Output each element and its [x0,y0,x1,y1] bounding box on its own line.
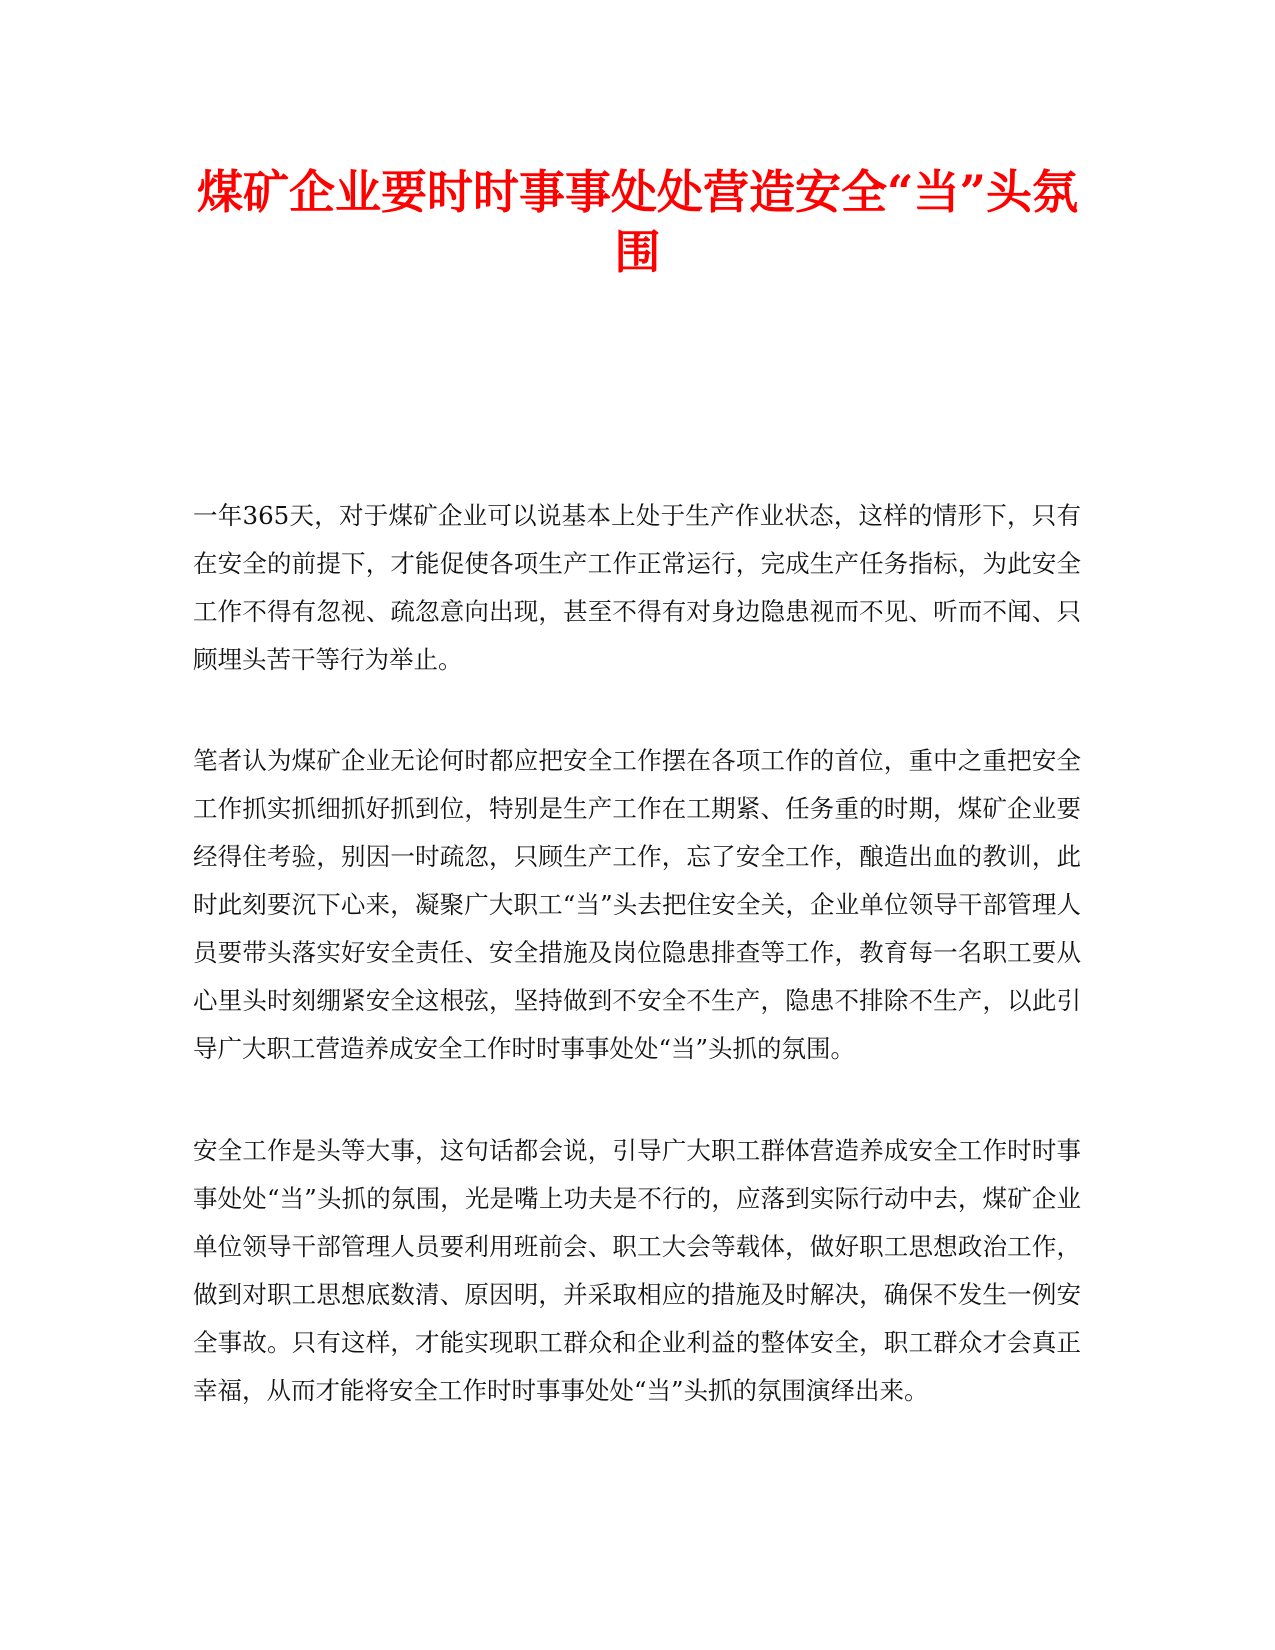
paragraph-1: 一年365天，对于煤矿企业可以说基本上处于生产作业状态，这样的情形下，只有在安全的前提下，才能促使各项生产工作正常运行，完成生产任务指标，为此安全工作不得有忽视、疏忽意向出现，甚至不得有对身边隐患视而不见、听而不闻、只顾埋头苦干等行为举止。 [193,501,1081,674]
paragraph-2: 笔者认为煤矿企业无论何时都应把安全工作摆在各项工作的首位，重中之重把安全工作抓实抓细抓好抓到位，特别是生产工作在工期紧、任务重的时期，煤矿企业要经得住考验，别因一时疏忽，只顾生产工作，忘了安全工作，酿造出血的教训，此时此刻要沉下心来，凝聚广大职工“当”头去把住安全关，企业单位领导干部管理人员要带头落实好安全责任、安全措施及岗位隐患排查等工作，教育每一名职工要从心里头时刻绷紧安全这根弦，坚持做到不安全不生产，隐患不排除不生产，以此引导广大职工营造养成安全工作时时事事处处“当”头抓的氛围。 [193,746,1081,1063]
document-title: 煤矿企业要时时事事处处营造安全“当”头氛围 [197,165,1078,279]
paragraph-3: 安全工作是头等大事，这句话都会说，引导广大职工群体营造养成安全工作时时事事处处“当”头抓的氛围，光是嘴上功夫是不行的，应落到实际行动中去，煤矿企业单位领导干部管理人员要利用班前会、职工大会等载体，做好职工思想政治工作，做到对职工思想底数清、原因明，并采取相应的措施及时解决，确保不发生一例安全事故。只有这样，才能实现职工群众和企业利益的整体安全，职工群众才会真正幸福，从而才能将安全工作时时事事处处“当”头抓的氛围演绎出来。 [193,1136,1081,1405]
